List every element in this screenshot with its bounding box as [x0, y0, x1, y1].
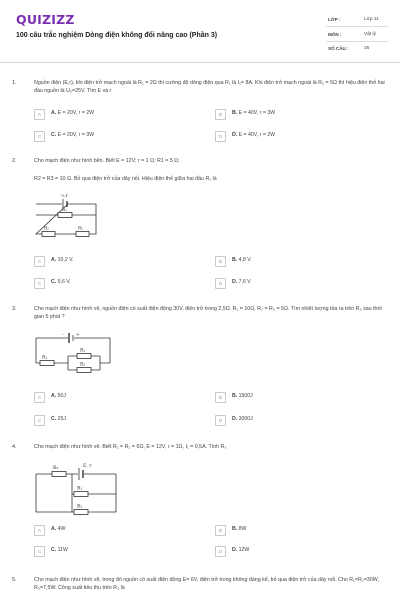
option-letter: B — [215, 525, 226, 536]
r3-label: R₃ — [78, 225, 83, 231]
question-text: Cho mạch điện như hình bên. Biết E = 12V; r = 1 Ω; R1 = 5 Ω; — [34, 158, 180, 164]
question-text: Cho mạch điện như hình vẽ. Biết R₁ = R₂ = 6Ω, E = 12V, r = 1Ω, I₁ = 0,5A. Tính R₃ — [34, 444, 227, 450]
class-value: Lớp 11 — [364, 17, 379, 22]
option-letter: A — [34, 109, 45, 120]
question-number: 1. — [12, 80, 17, 86]
question-text: Nguồn điện (E,r), khi điện trở mạch ngoài là R₁ = 2Ω thì cường độ dòng điện qua R₁ là I₁= 8A. Khi điện trở mạch ngoài là R₂ = 5Ω thì hiệu điện thế hai đầu nguồn là U₂=25V. Tìm E và r — [34, 80, 385, 94]
option-letter: A — [34, 392, 45, 403]
r3-label: R₃ — [80, 362, 86, 368]
option-text: A. 50J — [51, 393, 67, 399]
option-text: C. 25J — [51, 416, 67, 422]
option-text: D. 7,6 V — [232, 279, 251, 285]
r1-label: R₁ — [62, 207, 67, 212]
option-letter: D — [215, 131, 226, 142]
subject-value: Vật lý — [364, 32, 376, 37]
worksheet-header — [0, 0, 400, 62]
option-text: D. 12W — [232, 547, 250, 553]
option-text: A. 10,2 V. — [51, 257, 74, 263]
question-text: Cho mạch điện như hình vẽ, trong đó nguồn có suất điện động E= 6V, điện trở trong không đáng kể, bỏ qua điện trở của dây nối. Cho R₁=R₂=30W, R₃=7,5W. Công suất tiêu thụ trên R₃ là — [34, 577, 379, 591]
option-text: C. 11W — [51, 547, 68, 553]
circuit-diagram — [32, 192, 100, 240]
plus-label: + — [76, 333, 80, 338]
option-letter: A — [34, 256, 45, 267]
minus-label: - — [62, 333, 64, 338]
option-letter: B — [215, 256, 226, 267]
circuit-diagram — [32, 460, 124, 516]
option-letter: B — [215, 109, 226, 120]
r2-label: R₂ — [44, 225, 49, 231]
r1-label: R₁ — [42, 355, 48, 361]
subject-label: MÔN : — [328, 32, 342, 37]
header-divider — [0, 62, 400, 63]
question-number: 3. — [12, 306, 17, 312]
option-letter: D — [215, 278, 226, 289]
meta-divider — [326, 26, 388, 27]
option-text: B. 8W — [232, 526, 247, 532]
option-letter: A — [34, 525, 45, 536]
question-number: 4. — [12, 444, 17, 450]
option-letter: C — [34, 131, 45, 142]
source-label: ℅,r — [61, 193, 68, 198]
circuit-diagram — [32, 330, 118, 380]
option-letter: D — [215, 546, 226, 557]
source-label: E, r — [83, 464, 92, 469]
option-text: C. E = 20V, r = 3W — [51, 132, 95, 138]
r1-label: R₁ — [77, 486, 83, 492]
meta-divider — [326, 41, 388, 42]
option-letter: C — [34, 278, 45, 289]
option-letter: C — [34, 546, 45, 557]
option-text: A. 4W — [51, 526, 66, 532]
r2-label: R₂ — [77, 504, 83, 510]
option-letter: C — [34, 415, 45, 426]
option-text: D. 3000J — [232, 416, 253, 422]
question-number: 2. — [12, 158, 17, 164]
question-number: 5. — [12, 577, 17, 583]
option-letter: B — [215, 392, 226, 403]
r2-label: R₂ — [80, 348, 86, 354]
r3-label: R₃ — [53, 466, 59, 471]
option-text: B. 4,8 V. — [232, 257, 252, 263]
question-text-line-2: R2 = R3 = 10 Ω. Bỏ qua điện trở của dây nối. Hiệu điện thế giữa hai đầu R₁ là — [34, 176, 217, 182]
option-text: A. E = 20V, r = 2W — [51, 110, 95, 116]
class-label: LỚP : — [328, 17, 341, 22]
worksheet-title: 100 câu trắc nghiệm Dòng điện không đổi nâng cao (Phần 3) — [16, 32, 218, 39]
question-text: Cho mạch điện như hình vẽ, nguồn điện có suất điện động 30V, điện trở trong 2,5Ω. R₁ = 10Ω, R₂ = R₃ = 5Ω. Tìm nhiệt lượng tỏa ra trên R₃ sau thời gian 5 phút ? — [34, 306, 383, 320]
quizizz-logo: QUIZIZZ — [16, 12, 75, 27]
option-text: B. E = 40V, r = 3W — [232, 110, 276, 116]
option-text: C. 9,6 V. — [51, 279, 71, 285]
question-count-label: SỐ CÂU : — [328, 46, 349, 51]
option-text: B. 1500J — [232, 393, 253, 399]
option-text: D. E = 40V, r = 2W — [232, 132, 276, 138]
question-count-value: 25 — [364, 46, 370, 51]
option-letter: D — [215, 415, 226, 426]
